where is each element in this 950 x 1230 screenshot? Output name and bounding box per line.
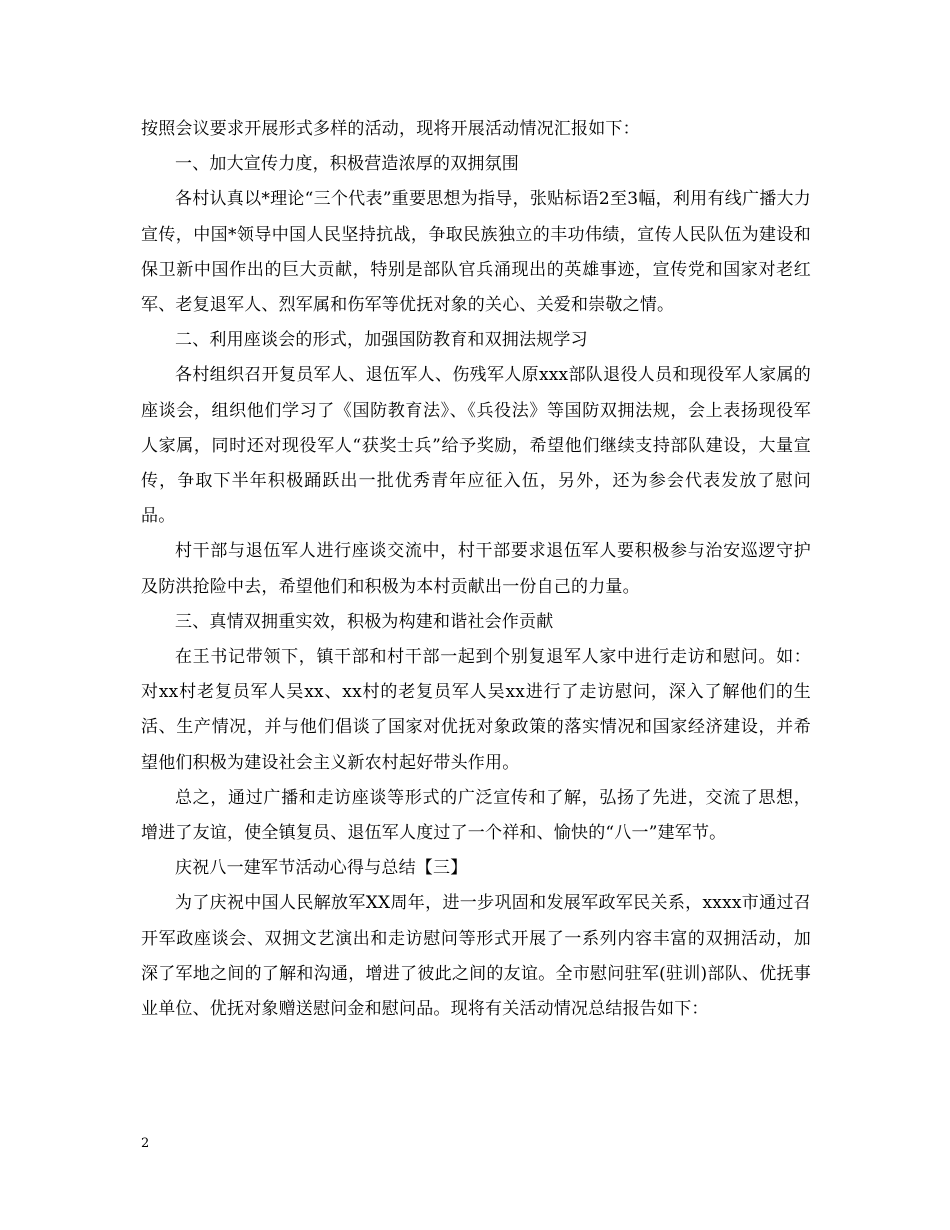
document-body bbox=[141, 112, 811, 1027]
page-number: 2 bbox=[141, 1136, 150, 1151]
section-heading: 一、加大宣传力度，积极营造浓厚的双拥氛围 bbox=[175, 154, 519, 175]
paragraph: 总之，通过广播和走访座谈等形式的广泛宣传和了解，弘扬了先进，交流了思想，增进了友谊，使全镇复员、退伍军人度过了一个祥和、愉快的“八一”建军节。 bbox=[141, 787, 811, 844]
section-title: 庆祝八一建军节活动心得与总结【三】 bbox=[175, 858, 468, 879]
paragraph: 为了庆祝中国人民解放军XX周年，进一步巩固和发展军政军民关系，xxxx市通过召开军政座谈会、双拥文艺演出和走访慰问等形式开展了一系列内容丰富的双拥活动，加深了军地之间的了解和沟通，增进了彼此之间的友谊。全市慰问驻军(驻训)部队、优抚事业单位、优抚对象赠送慰问金和慰问品。现将有关活动情况总结报告如下： bbox=[141, 893, 811, 1020]
paragraph: 村干部与退伍军人进行座谈交流中，村干部要求退伍军人要积极参与治安巡逻守护及防洪抢险中去，希望他们和积极为本村贡献出一份自己的力量。 bbox=[141, 541, 811, 597]
section-heading: 二、利用座谈会的形式，加强国防教育和双拥法规学习 bbox=[175, 330, 588, 351]
paragraph: 各村认真以*理论“三个代表”重要思想为指导，张贴标语2至3幅，利用有线广播大力宣传，中国*领导中国人民坚持抗战，争取民族独立的丰功伟绩，宣传人民队伍为建设和保卫新中国作出的巨大贡献，特别是部队官兵涌现出的英雄事迹，宣传党和国家对老红军、老复退军人、烈军属和伤军等优抚对象的关心、关爱和崇敬之情。 bbox=[141, 189, 811, 316]
paragraph: 按照会议要求开展形式多样的活动，现将开展活动情况汇报如下： bbox=[141, 119, 640, 139]
paragraph: 在王书记带领下，镇干部和村干部一起到个别复退军人家中进行走访和慰问。如：对xx村老复员军人吴xx、xx村的老复员军人吴xx进行了走访慰问，深入了解他们的生活、生产情况，并与他们倡谈了国家对优抚对象政策的落实情况和国家经济建设，并希望他们积极为建设社会主义新农村起好带头作用。 bbox=[141, 647, 811, 773]
paragraph: 各村组织召开复员军人、退伍军人、伤残军人原xxx部队退役人员和现役军人家属的座谈会，组织他们学习了《国防教育法》、《兵役法》等国防双拥法规，会上表扬现役军人家属，同时还对现役军人“获奖士兵”给予奖励，希望他们继续支持部队建设，大量宣传，争取下半年积极踊跃出一批优秀青年应征入伍，另外，还为参会代表发放了慰问品。 bbox=[141, 365, 811, 527]
section-heading: 三、真情双拥重实效，积极为构建和谐社会作贡献 bbox=[175, 611, 554, 632]
